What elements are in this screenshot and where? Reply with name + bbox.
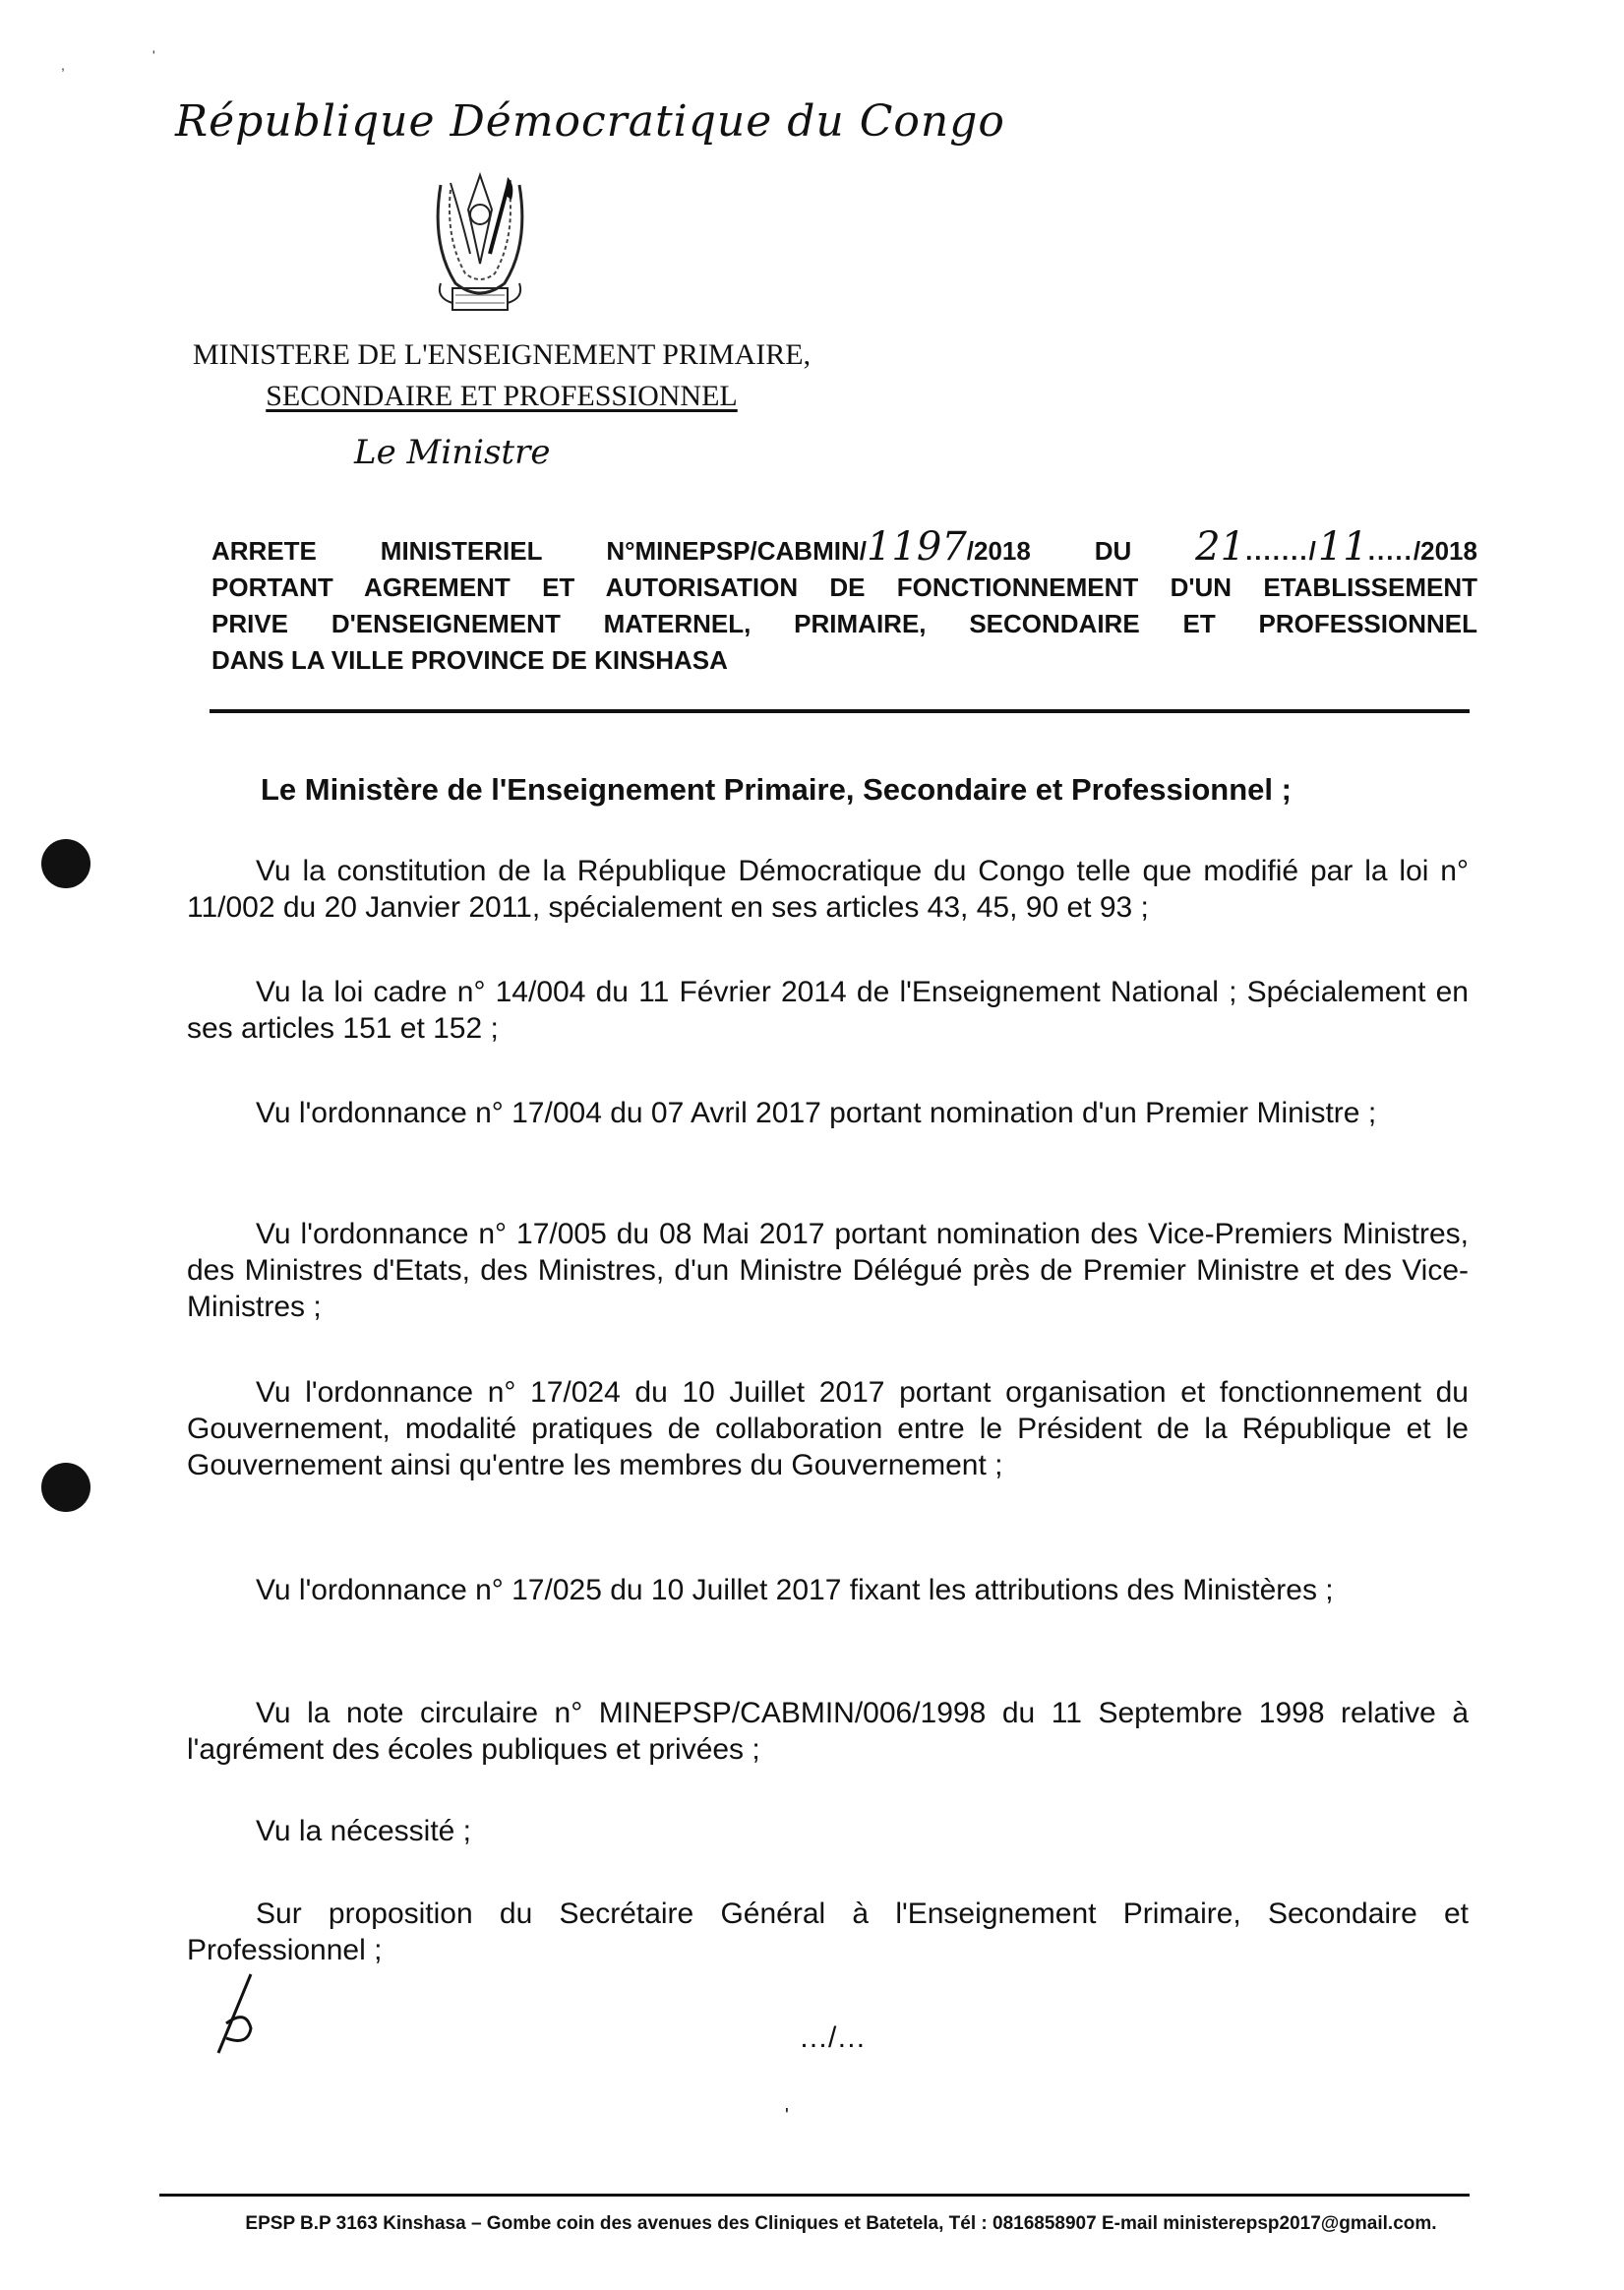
handwritten-number: 1197 <box>866 524 967 570</box>
scan-mark: ' <box>152 47 155 63</box>
paragraph-note-circulaire: Vu la note circulaire n° MINEPSP/CABMIN/006/1998 du 11 Septembre 1998 relative à l'agrément des écoles publiques et privées ; <box>187 1697 1469 1766</box>
republic-title: République Démocratique du Congo <box>175 96 1005 147</box>
arrete-line-2: PORTANT AGREMENT ET AUTORISATION DE FONCTIONNEMENT D'UN ETABLISSEMENT <box>211 572 1477 602</box>
arrete-ministeriel: MINISTERIEL <box>380 536 543 566</box>
paragraph-proposition: Sur proposition du Secrétaire Général à l'Enseignement Primaire, Secondaire et Professionnel ; <box>187 1898 1469 1966</box>
arrete-date: 21......./11...../2018 <box>1195 524 1477 570</box>
arrete-du: DU <box>1094 536 1132 566</box>
le-ministre-title: Le Ministre <box>354 433 551 472</box>
arrete-title-block <box>211 524 1477 679</box>
paragraph-ordonnance-17-025: Vu l'ordonnance n° 17/025 du 10 Juillet 2017 fixant les attributions des Ministères ; <box>256 1574 1334 1606</box>
title-divider <box>210 709 1470 713</box>
scan-mark: , <box>61 57 65 73</box>
ministry-line-2: SECONDAIRE ET PROFESSIONNEL <box>266 380 738 412</box>
section-heading: Le Ministère de l'Enseignement Primaire, Secondaire et Professionnel ; <box>261 772 1292 807</box>
ministry-line-1: MINISTERE DE L'ENSEIGNEMENT PRIMAIRE, <box>192 338 812 371</box>
ministry-name <box>138 334 866 417</box>
coat-of-arms-icon <box>421 155 539 342</box>
arrete-number: N°MINEPSP/CABMIN/1197/2018 <box>606 524 1031 570</box>
paragraph-loi-cadre: Vu la loi cadre n° 14/004 du 11 Février 2014 de l'Enseignement National ; Spécialement en ses articles 151 et 152 ; <box>187 976 1469 1045</box>
arrete-line-3: PRIVE D'ENSEIGNEMENT MATERNEL, PRIMAIRE, SECONDAIRE ET PROFESSIONNEL <box>211 609 1477 638</box>
handwritten-initial-icon <box>207 1969 275 2058</box>
scan-mark: ' <box>785 2105 789 2127</box>
footer-address: EPSP B.P 3163 Kinshasa – Gombe coin des avenues des Cliniques et Batetela, Tél : 0816858907 E-mail ministerepsp2017@gmail.com. <box>245 2213 1437 2234</box>
arrete-line-1 <box>211 524 1477 570</box>
handwritten-day: 21 <box>1195 524 1246 570</box>
paragraph-ordonnance-17-004: Vu l'ordonnance n° 17/004 du 07 Avril 2017 portant nomination d'un Premier Ministre ; <box>256 1097 1377 1129</box>
paragraph-constitution: Vu la constitution de la République Démocratique du Congo telle que modifié par la loi n° 11/002 du 20 Janvier 2011, spécialement en ses articles 43, 45, 90 et 93 ; <box>187 855 1469 924</box>
paragraph-ordonnance-17-024: Vu l'ordonnance n° 17/024 du 10 Juillet 2017 portant organisation et fonctionnement du Gouvernement, modalité pratiques de collaboration entre le Président de la République et le Gouvernement ainsi qu'entre les membres du Gouvernement ; <box>187 1376 1469 1481</box>
arrete-line-4: DANS LA VILLE PROVINCE DE KINSHASA <box>211 645 728 675</box>
punch-hole-bottom <box>41 1463 90 1512</box>
continuation-marker: …/… <box>799 2021 867 2054</box>
paragraph-ordonnance-17-005: Vu l'ordonnance n° 17/005 du 08 Mai 2017 portant nomination des Vice-Premiers Ministres, des Ministres d'Etats, des Ministres, d'un Ministre Délégué près de Premier Ministre et des Vice-Ministres ; <box>187 1218 1469 1323</box>
arrete-label: ARRETE <box>211 536 317 566</box>
punch-hole-top <box>41 839 90 888</box>
handwritten-month: 11 <box>1317 524 1368 570</box>
paragraph-necessite: Vu la nécessité ; <box>256 1815 472 1847</box>
footer-divider <box>159 2194 1470 2197</box>
